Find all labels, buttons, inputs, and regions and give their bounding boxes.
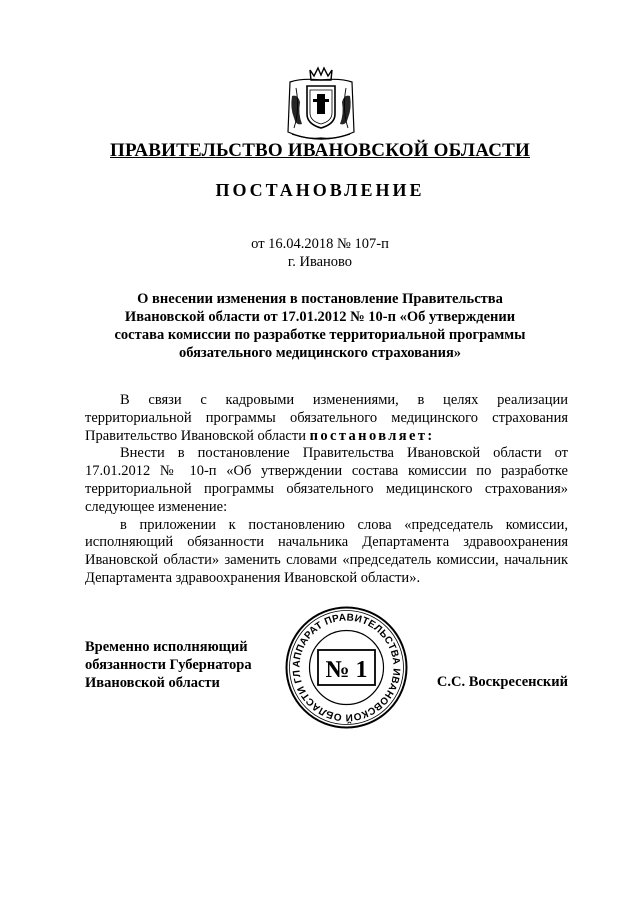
signatory-position-line: Временно исполняющий bbox=[85, 639, 248, 655]
signatory-position-line: Ивановской области bbox=[85, 675, 220, 691]
subject-line: обязательного медицинского страхования» bbox=[178, 345, 462, 361]
subject-line: О внесении изменения в постановление Правительства bbox=[137, 291, 503, 307]
signatory-position bbox=[85, 638, 285, 692]
document-date-number: от 16.04.2018 № 107-п bbox=[251, 236, 389, 252]
government-name: ПРАВИТЕЛЬСТВО ИВАНОВСКОЙ ОБЛАСТИ bbox=[110, 140, 530, 161]
document-city: г. Иваново bbox=[287, 254, 353, 270]
subject-line: состава комиссии по разработке территориальной программы bbox=[114, 327, 526, 343]
seal-ring-text: АППАРАТ ПРАВИТЕЛЬСТВА ИВАНОВСКОЙ ОБЛАСТИ ГЛ bbox=[291, 612, 402, 723]
subject-line: Ивановской области от 17.01.2012 № 10-п «Об утверждении bbox=[124, 309, 516, 325]
preamble-text: В связи с кадровыми изменениями, в целях реализации территориальной программы обязательного медицинского страхования Правительство Ивановской области bbox=[85, 392, 568, 444]
document-body bbox=[85, 392, 568, 588]
document-type: ПОСТАНОВЛЕНИЕ bbox=[215, 180, 425, 200]
body-paragraph-preamble bbox=[85, 392, 568, 445]
body-paragraph-amendment: в приложении к постановлению слова «председатель комиссии, исполняющий обязанности начальника Департамента здравоохранения Ивановской области» заменить словами «председатель комиссии, начальник Департамента здравоохранения Ивановской области». bbox=[85, 516, 568, 586]
coat-of-arms-icon bbox=[284, 66, 358, 142]
signatory-name: С.С. Воскресенский bbox=[436, 674, 568, 690]
signatory-position-line: обязанности Губернатора bbox=[85, 657, 252, 673]
decree-word: постановляет: bbox=[309, 427, 435, 444]
document-subject bbox=[100, 290, 540, 362]
seal-number: № 1 bbox=[325, 657, 368, 683]
official-seal bbox=[284, 605, 409, 730]
body-paragraph-decision: Внести в постановление Правительства Ивановской области от 17.01.2012 № 10-п «Об утверждении состава комиссии по разработке территориальной программы обязательного медицинского страхования» следующее изменение: bbox=[85, 445, 568, 515]
